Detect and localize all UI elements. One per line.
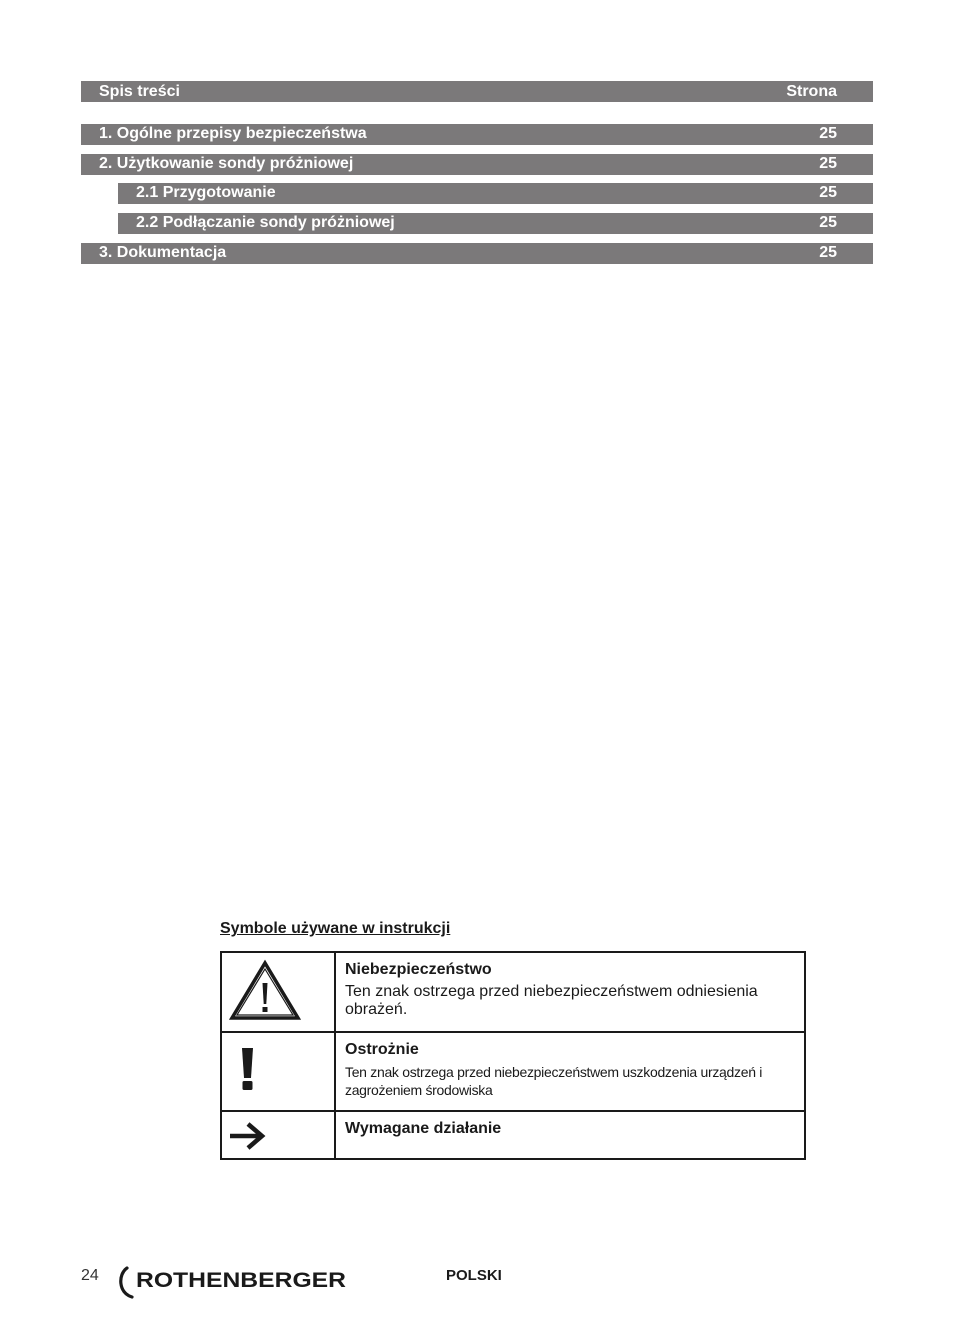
- symbol-text-cell: [345, 1033, 796, 1099]
- toc-item-label: 3. Dokumentacja: [99, 244, 227, 261]
- symbol-row-danger: [222, 953, 804, 1031]
- toc-item-label: 2. Użytkowanie sondy próżniowej: [99, 155, 354, 172]
- symbol-row-action: [222, 1110, 804, 1158]
- language-label: POLSKI: [446, 1267, 502, 1284]
- arrow-right-icon: [222, 1112, 336, 1158]
- toc-item-page: 25: [819, 184, 837, 201]
- page-number: 24: [81, 1267, 99, 1284]
- toc-item-page: 25: [819, 125, 837, 142]
- symbols-table: [220, 951, 806, 1160]
- warning-triangle-icon: [222, 953, 336, 1031]
- symbol-row-caution: [222, 1031, 804, 1110]
- toc-item[interactable]: [81, 124, 873, 145]
- toc-item-page: 25: [819, 214, 837, 231]
- toc-item[interactable]: [81, 243, 873, 264]
- toc-subitem[interactable]: [118, 183, 873, 204]
- symbol-icon-cell: [222, 1033, 336, 1110]
- rothenberger-logo: [116, 1265, 348, 1301]
- toc-item-label: 2.1 Przygotowanie: [136, 184, 276, 201]
- symbol-description: Ten znak ostrzega przed niebezpieczeństwem uszkodzenia urządzeń i zagrożeniem środowiska: [345, 1064, 763, 1098]
- symbol-icon-cell: [222, 953, 336, 1031]
- toc-item-label: 1. Ogólne przepisy bezpieczeństwa: [99, 125, 367, 142]
- symbol-title: Niebezpieczeństwo: [345, 961, 492, 978]
- symbol-description: Ten znak ostrzega przed niebezpieczeństwem odniesienia obrażeń.: [345, 983, 758, 1018]
- toc-item-page: 25: [819, 155, 837, 172]
- toc-header: [81, 81, 873, 102]
- toc-item-label: 2.2 Podłączanie sondy próżniowej: [136, 214, 395, 231]
- toc-subitem[interactable]: [118, 213, 873, 234]
- symbol-title: Wymagane działanie: [345, 1120, 502, 1137]
- symbol-text-cell: [345, 953, 796, 1019]
- exclamation-icon: [222, 1033, 336, 1110]
- toc-item-page: 25: [819, 244, 837, 261]
- symbol-icon-cell: [222, 1112, 336, 1158]
- toc-item[interactable]: [81, 154, 873, 175]
- toc-header-page: Strona: [786, 83, 837, 100]
- symbols-heading: Symbole używane w instrukcji: [220, 920, 451, 937]
- brand-wordmark: ROTHENBERGER: [136, 1269, 346, 1292]
- toc-header-label: Spis treści: [99, 83, 180, 100]
- symbol-title: Ostrożnie: [345, 1041, 419, 1058]
- symbol-text-cell: [345, 1112, 796, 1138]
